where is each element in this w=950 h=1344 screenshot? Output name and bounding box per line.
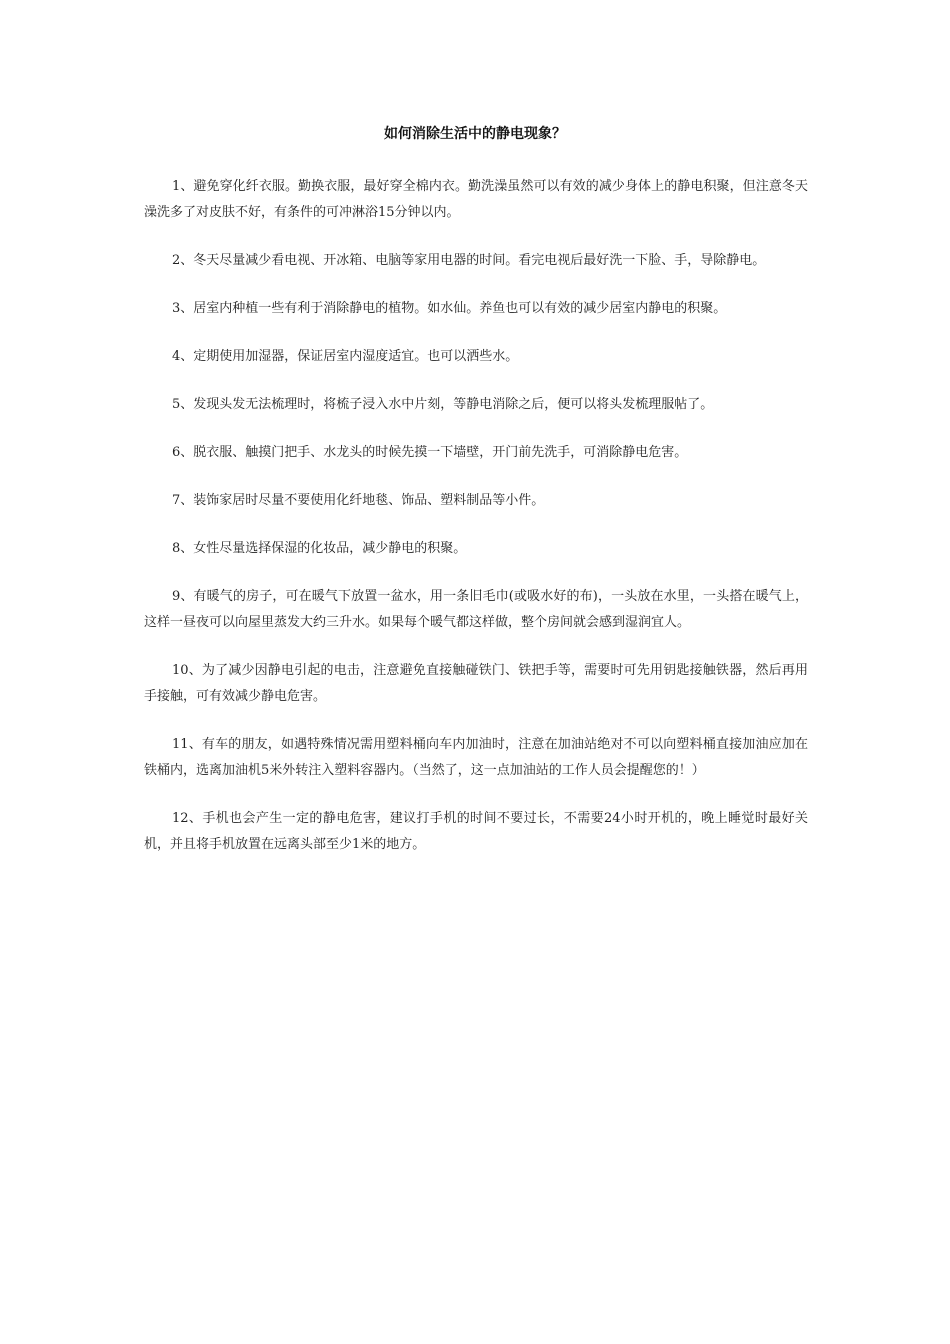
tip-paragraph-9: 9、有暖气的房子，可在暖气下放置一盆水，用一条旧毛巾(或吸水好的布)，一头放在水里，一头搭在暖气上，这样一昼夜可以向屋里蒸发大约三升水。如果每个暖气都这样做，整个房间就会感到湿润宜人。 [144, 589, 808, 630]
tip-paragraph-3: 3、居室内种植一些有利于消除静电的植物。如水仙。养鱼也可以有效的减少居室内静电的积聚。 [172, 301, 727, 316]
tip-paragraph-11: 11、有车的朋友，如遇特殊情况需用塑料桶向车内加油时，注意在加油站绝对不可以向塑料桶直接加油应加在铁桶内，选离加油机5米外转注入塑料容器内。（当然了，这一点加油站的工作人员会提醒您的！） [144, 737, 808, 778]
tip-paragraph-7: 7、装饰家居时尽量不要使用化纤地毯、饰品、塑料制品等小件。 [172, 493, 545, 508]
tip-paragraph-1: 1、避免穿化纤衣服。勤换衣服，最好穿全棉内衣。勤洗澡虽然可以有效的减少身体上的静电积聚，但注意冬天澡洗多了对皮肤不好，有条件的可冲淋浴15分钟以内。 [144, 179, 808, 220]
tip-paragraph-12: 12、手机也会产生一定的静电危害，建议打手机的时间不要过长，不需要24小时开机的，晚上睡觉时最好关机，并且将手机放置在远离头部至少1米的地方。 [144, 811, 808, 852]
tip-paragraph-5: 5、发现头发无法梳理时，将梳子浸入水中片刻，等静电消除之后，便可以将头发梳理服帖了。 [172, 397, 714, 412]
tip-paragraph-4: 4、定期使用加湿器，保证居室内湿度适宜。也可以洒些水。 [172, 349, 519, 364]
tip-paragraph-10: 10、为了减少因静电引起的电击，注意避免直接触碰铁门、铁把手等，需要时可先用钥匙接触铁器，然后再用手接触，可有效减少静电危害。 [144, 663, 808, 704]
tip-paragraph-2: 2、冬天尽量减少看电视、开冰箱、电脑等家用电器的时间。看完电视后最好洗一下脸、手，导除静电。 [172, 253, 766, 268]
tip-paragraph-8: 8、女性尽量选择保湿的化妆品，减少静电的积聚。 [172, 541, 467, 556]
tip-paragraph-6: 6、脱衣服、触摸门把手、水龙头的时候先摸一下墙壁，开门前先洗手，可消除静电危害。 [172, 445, 688, 460]
document-title: 如何消除生活中的静电现象？ [384, 126, 566, 142]
document-body [144, 174, 808, 880]
